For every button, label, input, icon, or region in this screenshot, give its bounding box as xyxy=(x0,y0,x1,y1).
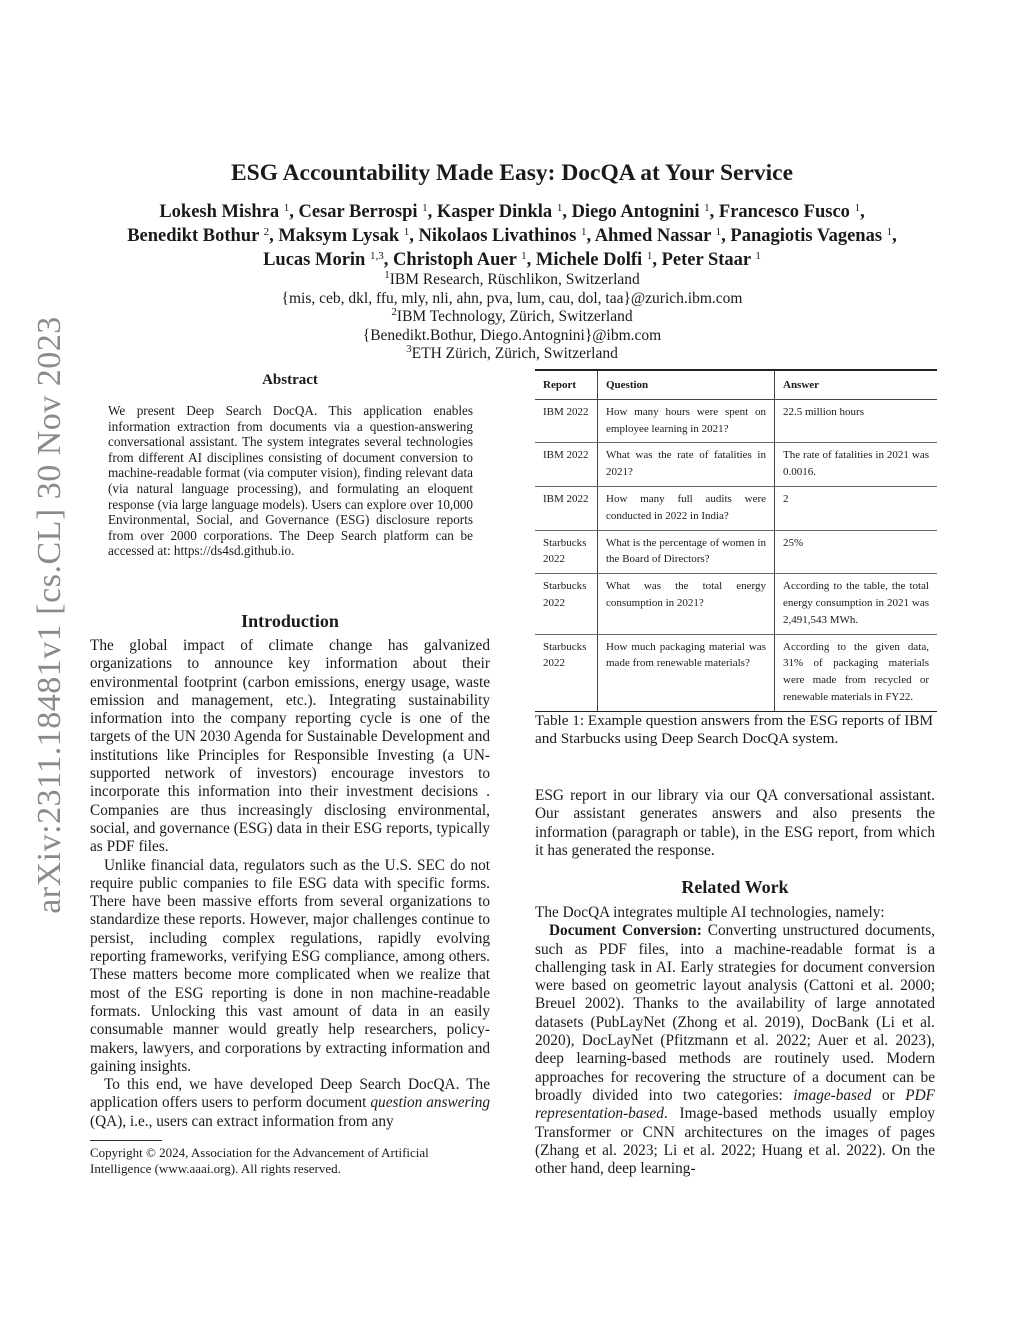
table-row xyxy=(535,486,937,530)
author-affiliation-mark: 1,3 xyxy=(369,250,384,262)
intro-paragraph-2: Unlike financial data, regulators such as the U.S. SEC do not require public companies to file ESG data with specific forms. There have been massive efforts from several organizations to standardize these reports. However, major challenges continue to persist, including complex regulations, rapidly evolving reporting frameworks, verifying ESG compliance, among others. These matters become more complicated when we realize that most of the ESG reporting is done in non machine-readable formats. Unlocking this vast amount of data in an easily consumable manner would greatly help researchers, policy-makers, lawyers, and corporations by extracting information and gaining insights. xyxy=(90,856,490,1075)
report-cell: IBM 2022 xyxy=(535,399,598,443)
author-affiliation-mark: 2 xyxy=(263,226,270,238)
author-affiliation-mark: 1 xyxy=(422,202,428,214)
author-name: Peter Staar xyxy=(661,250,756,270)
copyright-notice: Copyright © 2024, Association for the Advancement of Artificial Intelligence (www.aaai.org). All rights reserved. xyxy=(90,1145,429,1176)
question-cell: What was the rate of fatalities in 2021? xyxy=(598,443,775,487)
question-cell: What was the total energy consumption in 2021? xyxy=(598,574,775,634)
affiliation-line: $^3$ETH Zürich, Zürich, Switzerland xyxy=(406,343,618,362)
table-body xyxy=(535,399,937,711)
author-affiliation-mark: 1 xyxy=(521,250,527,262)
author-name: Ahmed Nassar xyxy=(594,226,716,246)
table-row xyxy=(535,399,937,443)
author-affiliation-mark: 1 xyxy=(283,202,290,214)
abstract-heading: Abstract xyxy=(262,372,318,388)
author-name: Benedikt Bothur xyxy=(127,226,264,246)
author-name: Kasper Dinkla xyxy=(436,202,557,222)
related-work-body xyxy=(535,904,935,1178)
report-cell: IBM 2022 xyxy=(535,486,598,530)
document-conversion-paragraph: Document Conversion: Converting unstructured documents, such as PDF files, into a machine-readable format is a challenging task in AI. Early strategies for document conversion were based on geometric layout analysis (Cattoni et al. 2000; Breuel 2002). Thanks to the availability of large annotated datasets (PubLayNet (Zhong et al. 2019), DocBank (Li et al. 2020), DocLayNet (Pfitzmann et al. 2022; Auer et al. 2023), deep learning-based methods are routinely used. Modern approaches for recovering the structure of a document can be broadly divided into two categories: image-based or PDF representation-based. Image-based methods usually employ Transformer or CNN architectures on the images of pages (Zhang et al. 2023; Li et al. 2022; Huang et al. 2022). On the other hand, deep learning- xyxy=(535,922,935,1178)
affiliation-line: $^1$IBM Research, Rüschlikon, Switzerland xyxy=(384,269,640,288)
author-affiliation-mark: 1 xyxy=(556,202,563,214)
author-name: Nikolaos Livathinos xyxy=(418,226,581,246)
table-caption: Table 1: Example question answers from the ESG reports of IBM and Starbucks using Deep Search DocQA system. xyxy=(535,712,933,748)
abstract-text: We present Deep Search DocQA. This application enables information extraction from documents via a question-answering conversational assistant. The system integrates several technologies from different AI disciplines consisting of document conversion to machine-readable format (via computer vision), finding relevant data (via natural language processing), and formulating an eloquent response (via large language models). Users can explore over 10,000 Environmental, Social, and Governance (ESG) disclosure reports from over 2000 corporations. The Deep Search platform can be accessed at: https://ds4sd.github.io. xyxy=(108,403,473,559)
question-cell: How much packaging material was made from renewable materials? xyxy=(598,634,775,711)
intro-paragraph-3: To this end, we have developed Deep Search DocQA. The application offers users to perform document question answering (QA), i.e., users can extract information from any xyxy=(90,1076,491,1130)
author-line-3: Lucas Morin $^{1,3}$, Christoph Auer $^1$, Michele Dolfi $^1$, Peter Staar $^1$ xyxy=(263,250,761,270)
affiliation-line: {Benedikt.Bothur, Diego.Antognini}@ibm.com xyxy=(362,326,662,344)
report-cell: Starbucks 2022 xyxy=(535,574,598,634)
author-affiliation-mark: 1 xyxy=(403,226,410,238)
table-header-row xyxy=(535,370,937,399)
table-row xyxy=(535,634,937,711)
header-question: Question xyxy=(598,370,775,399)
report-cell: Starbucks 2022 xyxy=(535,634,598,711)
intro-continuation: ESG report in our library via our QA conversational assistant. Our assistant generates answers and also presents the information (paragraph or table), in the ESG report, from which it has generated the response. xyxy=(535,787,935,859)
author-line-2: Benedikt Bothur $^2$, Maksym Lysak $^1$, Nikolaos Livathinos $^1$, Ahmed Nassar $^1$, Panagiotis Vagenas $^1$, xyxy=(127,226,897,246)
author-affiliation-mark: 1 xyxy=(854,202,861,214)
author-affiliation-mark: 1 xyxy=(704,202,710,214)
arxiv-identifier: arXiv:2311.18481v1 [cs.CL] 30 Nov 2023 xyxy=(31,316,68,914)
header-answer: Answer xyxy=(775,370,938,399)
affiliation-line: {mis, ceb, dkl, ffu, mly, nli, ahn, pva, lum, cau, dol, taa}@zurich.ibm.com xyxy=(281,289,743,307)
answer-cell: 25% xyxy=(775,530,938,574)
author-list xyxy=(60,200,964,272)
question-cell: How many hours were spent on employee learning in 2021? xyxy=(598,399,775,443)
qa-example-table xyxy=(535,369,937,712)
question-cell: How many full audits were conducted in 2022 in India? xyxy=(598,486,775,530)
author-affiliation-mark: 1 xyxy=(755,250,761,262)
author-name: Francesco Fusco xyxy=(718,202,855,222)
introduction-body xyxy=(90,637,490,1131)
related-work-intro: The DocQA integrates multiple AI technologies, namely: xyxy=(535,904,885,921)
report-cell: IBM 2022 xyxy=(535,443,598,487)
table-row xyxy=(535,574,937,634)
author-name: Cesar Berrospi xyxy=(298,202,423,222)
author-name: Lucas Morin xyxy=(263,250,370,270)
answer-cell: According to the table, the total energy consumption in 2021 was 2,491,543 MWh. xyxy=(775,574,938,634)
author-name: Christoph Auer xyxy=(392,250,522,270)
author-name: Panagiotis Vagenas xyxy=(730,226,887,246)
answer-cell: According to the given data, 31% of packaging materials were made from recycled or renewable materials in FY22. xyxy=(775,634,938,711)
author-line-1: Lokesh Mishra $^1$, Cesar Berrospi $^1$, Kasper Dinkla $^1$, Diego Antognini $^1$, Francesco Fusco $^1$, xyxy=(159,202,865,222)
author-affiliation-mark: 1 xyxy=(886,226,893,238)
intro-paragraph-1: The global impact of climate change has galvanized organizations to announce key information about their environmental footprint (carbon emissions, energy usage, waste emission and management, etc.). Integrating sustainability information into the company reporting cycle is one of the targets of the UN 2030 Agenda for Sustainable Development and institutions like Principles for Responsible Investing (a UN-supported network of investors) encourage investors to incorporate this information into their investment decisions . Companies are thus increasingly disclosing environmental, social, and governance (ESG) data in their ESG reports, typically as PDF files. xyxy=(90,637,490,856)
related-work-heading: Related Work xyxy=(681,877,789,897)
table-row xyxy=(535,530,937,574)
answer-cell: 22.5 million hours xyxy=(775,399,938,443)
affiliation-list xyxy=(0,271,1024,364)
footnote-rule xyxy=(90,1140,162,1141)
header-report: Report xyxy=(535,370,598,399)
answer-cell: 2 xyxy=(775,486,938,530)
author-name: Michele Dolfi xyxy=(535,250,647,270)
question-cell: What is the percentage of women in the Board of Directors? xyxy=(598,530,775,574)
author-name: Maksym Lysak xyxy=(278,226,404,246)
report-cell: Starbucks 2022 xyxy=(535,530,598,574)
table-row xyxy=(535,443,937,487)
author-name: Diego Antognini xyxy=(571,202,705,222)
author-name: Lokesh Mishra xyxy=(159,202,284,222)
affiliation-line: $^2$IBM Technology, Zürich, Switzerland xyxy=(391,306,633,325)
paper-title: ESG Accountability Made Easy: DocQA at Your Service xyxy=(230,160,794,186)
introduction-heading: Introduction xyxy=(241,611,339,631)
author-affiliation-mark: 1 xyxy=(715,226,722,238)
author-affiliation-mark: 1 xyxy=(580,226,587,238)
answer-cell: The rate of fatalities in 2021 was 0.0016. xyxy=(775,443,938,487)
author-affiliation-mark: 1 xyxy=(646,250,653,262)
